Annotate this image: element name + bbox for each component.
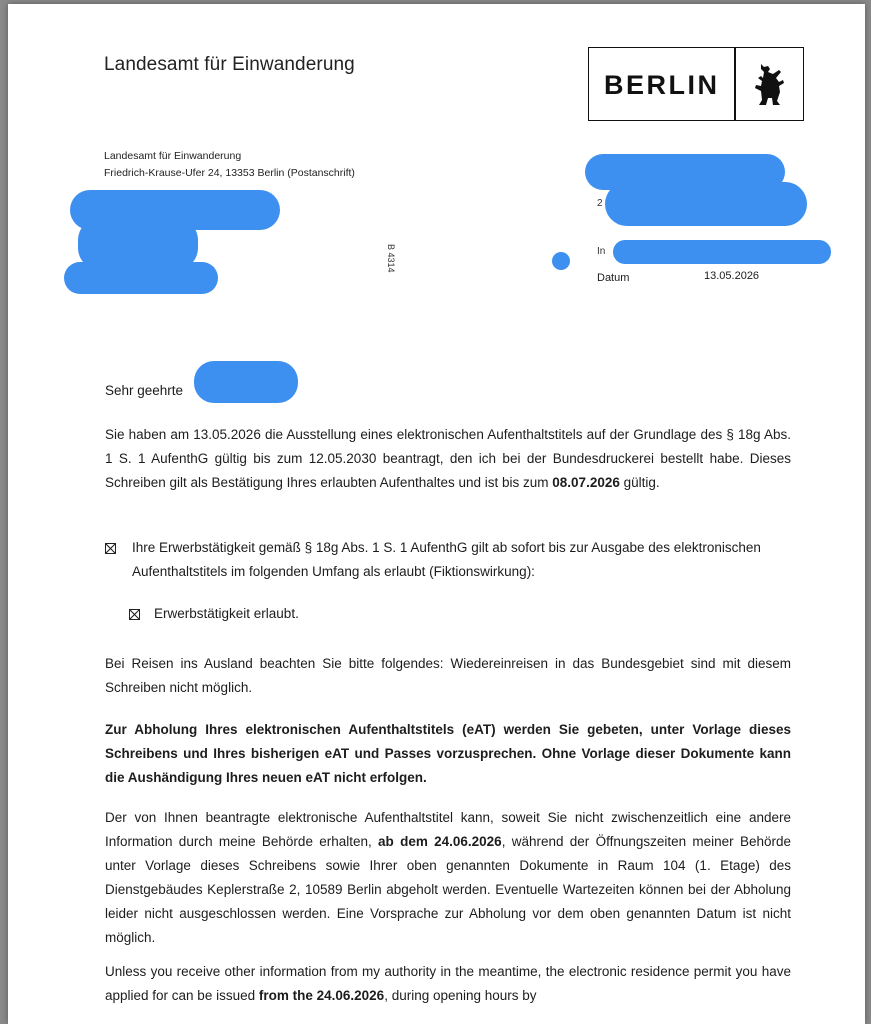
redaction-mark: [194, 361, 298, 403]
sender-name: Landesamt für Einwanderung: [104, 150, 242, 162]
text-fragment: In: [597, 246, 606, 257]
paragraph-collection: Der von Ihnen beantragte elektronische Aufenthaltstitel kann, soweit Sie nicht zwischenzeitlich eine andere Information durch meine Behörde erhalten, ab dem 24.06.2026, während der Öffnungszeiten meiner Behörde unter Vorlage dieses Schreibens sowie Ihrer oben genannten Dokumente in Raum 104 (1. Etage) des Dienstgebäudes Keplerstraße 2, 10589 Berlin abgeholt werden. Eventuelle Wartezeiten können bei der Abholung leider nicht ausgeschlossen werden. Eine Vorsprache zur Abholung vor dem oben genannten Datum ist nicht möglich.: [105, 810, 791, 945]
redaction-mark: [552, 252, 570, 270]
employment-allowed-text: Erwerbstätigkeit erlaubt.: [154, 606, 299, 621]
date-label: Datum: [597, 272, 630, 284]
logo-text: BERLIN: [604, 70, 720, 100]
checkbox-employment-allowed: [129, 609, 140, 620]
paragraph-travel: Bei Reisen ins Ausland beachten Sie bitte folgendes: Wiedereinreisen in das Bundesgebiet sind mit diesem Schreiben nicht möglich.: [105, 656, 791, 695]
employment-permission-text: Ihre Erwerbstätigkeit gemäß § 18g Abs. 1 S. 1 AufenthG gilt ab sofort bis zur Ausgabe des elektronischen Aufenthaltstitels im folgenden Umfang als erlaubt (Fiktionswirkung):: [132, 540, 761, 579]
sender-address: Friedrich-Krause-Ufer 24, 13353 Berlin (Postanschrift): [104, 167, 355, 179]
berlin-bear-icon: [747, 60, 787, 110]
redaction-mark: [64, 262, 218, 294]
paragraph-pickup: Zur Abholung Ihres elektronischen Aufenthaltstitels (eAT) werden Sie gebeten, unter Vorlage dieses Schreibens und Ihres bisherigen eAT und Passes vorzusprechen. Ohne Vorlage dieser Dokumente kann die Aushändigung Ihres neuen eAT nicht erfolgen.: [105, 722, 791, 785]
logo-divider: [734, 48, 736, 120]
valid-until-date: 08.07.2026: [552, 475, 620, 490]
date-value: 13.05.2026: [704, 270, 760, 282]
redaction-mark: [605, 182, 807, 226]
collection-date: ab dem 24.06.2026: [378, 834, 502, 849]
reference-code: B 4314: [386, 244, 396, 273]
salutation: Sehr geehrte: [105, 383, 184, 398]
paragraph-application: Sie haben am 13.05.2026 die Ausstellung eines elektronischen Aufenthaltstitels auf der Grundlage des § 18g Abs. 1 S. 1 AufenthG gültig bis zum 12.05.2030 beantragt, den ich bei der Bundesdruckerei bestellt habe. Dieses Schreiben gilt als Bestätigung Ihres erlaubten Aufenthaltes und ist bis zum 08.07.2026 gültig.: [105, 427, 791, 490]
paragraph-english: Unless you receive other information from my authority in the meantime, the electronic residence permit you have applied for can be issued from the 24.06.2026, during opening hours by: [105, 964, 791, 1003]
redaction-mark: [613, 240, 831, 264]
text-fragment: 2: [597, 198, 603, 209]
office-title: Landesamt für Einwanderung: [104, 54, 355, 75]
english-collection-date: from the 24.06.2026: [258, 988, 385, 1003]
letter-page: [8, 4, 865, 1024]
checkbox-employment: [105, 543, 116, 554]
berlin-logo: [588, 47, 804, 121]
